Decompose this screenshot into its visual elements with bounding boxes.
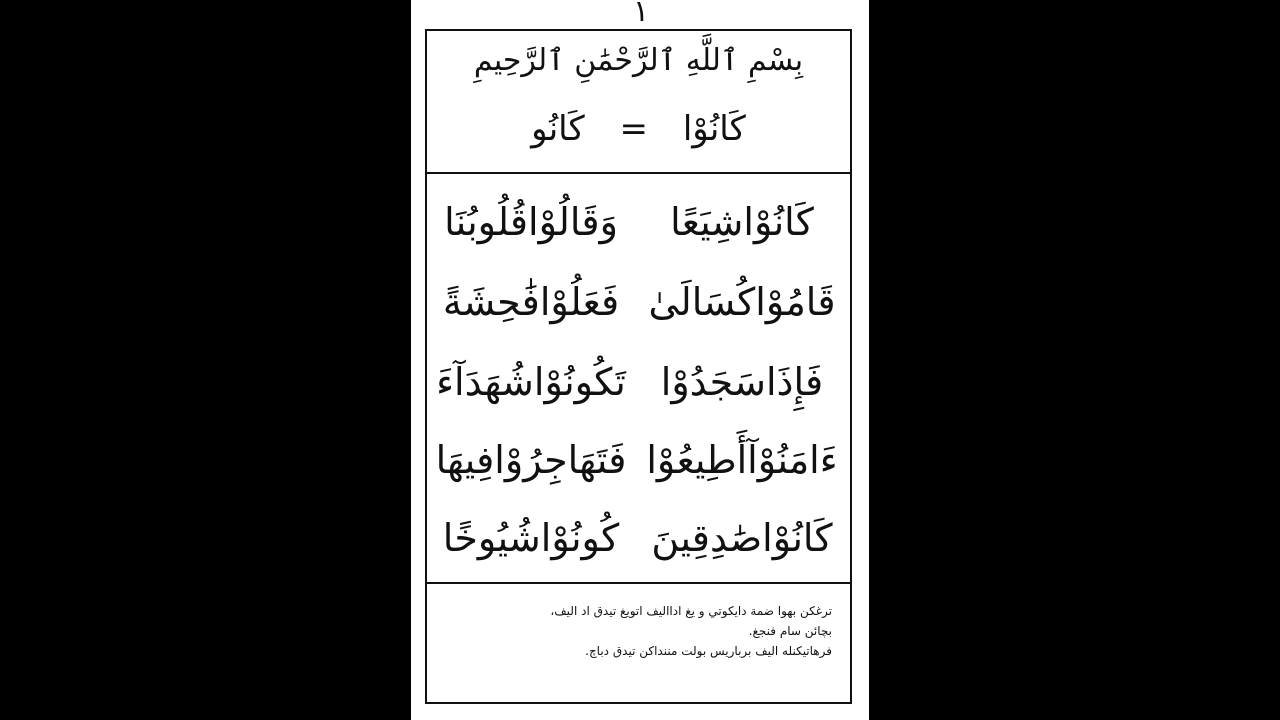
word-right-4: ءَامَنُوْآأَطِيعُوْا	[646, 438, 838, 482]
word-left-5: كُونُوْاشُيُوخًا	[442, 516, 620, 560]
word-left-3: تَكُونُوْاشُهَدَآءَ	[436, 360, 626, 404]
equation-right: كَانُو	[531, 109, 585, 149]
note-line-3: فرهاتيكنله اليف برباريس بولت مننداكن تيدق دباچ.	[585, 644, 832, 658]
equation-left: كَانُوْا	[682, 109, 746, 149]
header-divider	[427, 172, 850, 174]
notes-divider	[427, 582, 850, 584]
page-number: ١	[632, 0, 650, 29]
word-right-3: فَإِذَاسَجَدُوْا	[660, 360, 824, 404]
word-grid	[427, 178, 850, 578]
lesson-notes	[442, 601, 832, 661]
note-line-1: ترغكن بهوا ضمة دايكوتي و يغ ادااليف اتويغ تيدق اد اليف،	[550, 604, 832, 618]
equation	[427, 109, 850, 149]
word-right-1: كَانُوْاشِيَعًا	[670, 200, 814, 244]
word-left-1: وَقَالُوْاقُلُوبُنَا	[444, 200, 618, 244]
word-right-2: قَامُوْاكُسَالَىٰ	[648, 280, 836, 324]
quran-lesson-page	[411, 0, 869, 720]
word-right-5: كَانُوْاصَٰدِقِينَ	[651, 516, 833, 560]
equation-sign: =	[619, 109, 649, 149]
note-line-2: بچائن سام فنجغ.	[748, 624, 832, 638]
word-left-4: فَتَهَاجِرُوْافِيهَا	[435, 438, 627, 482]
lesson-header	[427, 31, 850, 172]
basmala: بِسْمِ ٱللَّهِ ٱلرَّحْمَٰنِ ٱلرَّحِيمِ	[473, 43, 804, 78]
lesson-frame	[425, 29, 852, 704]
word-left-2: فَعَلُوْافَٰحِشَةً	[442, 280, 620, 324]
